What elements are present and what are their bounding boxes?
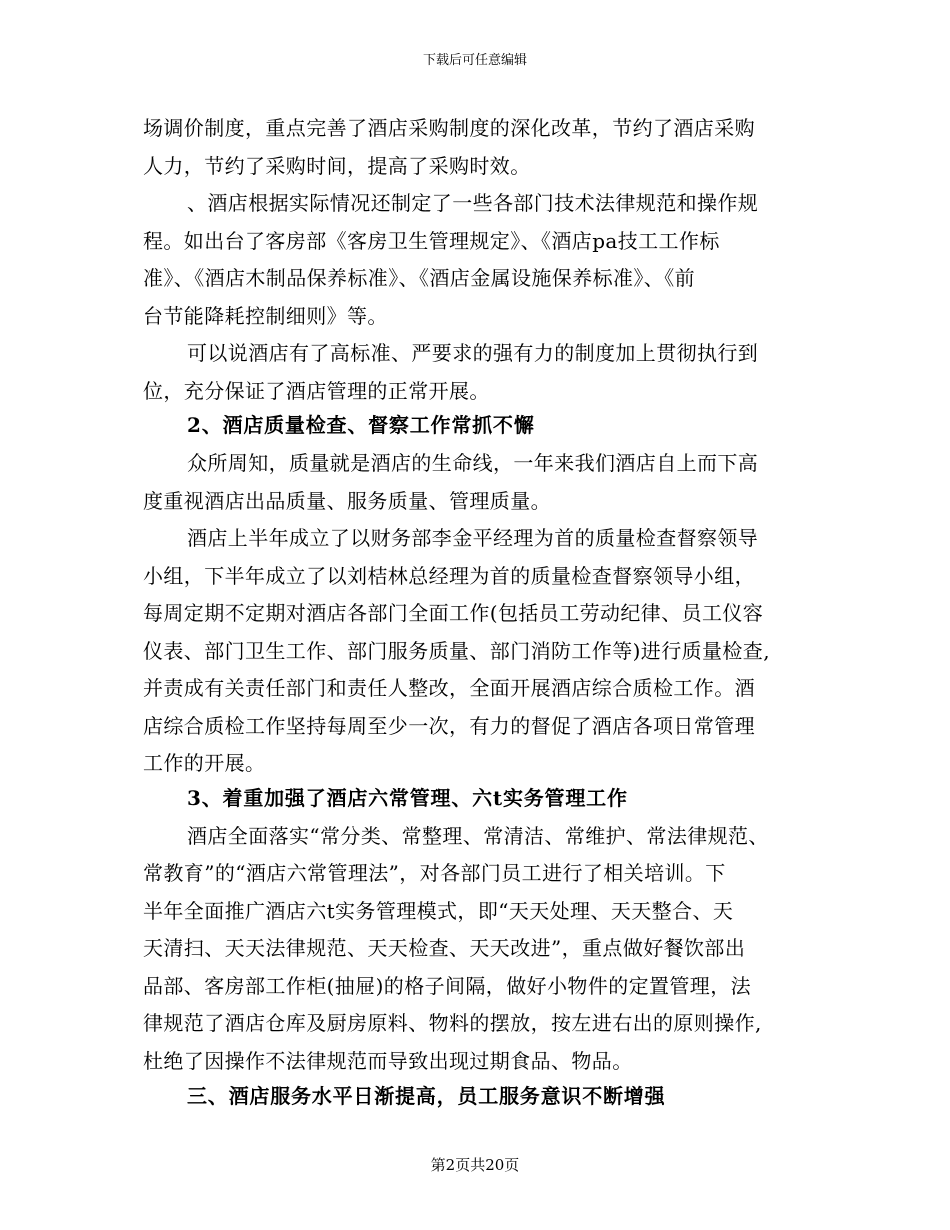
text-line: 仪表、部门卫生工作、部门服务质量、部门消防工作等)进行质量检查,	[143, 639, 770, 663]
text-line: 程。如出台了客房部《客房卫生管理规定》、《酒店pa技工工作标	[143, 229, 720, 253]
text-line: 位，充分保证了酒店管理的正常开展。	[143, 379, 490, 403]
text-line: 小组，下半年成立了以刘桔林总经理为首的质量检查督察领导小组，	[143, 564, 755, 588]
text-line: 每周定期不定期对酒店各部门全面工作(包括员工劳动纪律、员工仪容	[143, 601, 764, 625]
text-line: 可以说酒店有了高标准、严要求的强有力的制度加上贯彻执行到	[187, 341, 759, 365]
text-line: 酒店全面落实“常分类、常整理、常清洁、常维护、常法律规范、	[187, 824, 769, 848]
section-heading: 2、酒店质量检查、督察工作常抓不懈	[187, 413, 535, 437]
text-line: 度重视酒店出品质量、服务质量、管理质量。	[143, 489, 551, 513]
text-line: 店综合质检工作坚持每周至少一次，有力的督促了酒店各项日常管理	[143, 714, 755, 738]
text-line: 人力，节约了采购时间，提高了采购时效。	[143, 154, 531, 178]
text-line: 工作的开展。	[143, 751, 266, 775]
text-line: 场调价制度，重点完善了酒店采购制度的深化改革，节约了酒店采购	[143, 116, 755, 140]
text-line: 、酒店根据实际情况还制定了一些各部门技术法律规范和操作规	[187, 191, 759, 215]
section-heading: 3、着重加强了酒店六常管理、六t实务管理工作	[187, 786, 628, 810]
text-line: 并责成有关责任部门和责任人整改，全面开展酒店综合质检工作。酒	[143, 676, 755, 700]
text-line: 众所周知，质量就是酒店的生命线，一年来我们酒店自上而下高	[187, 451, 759, 475]
text-line: 天清扫、天天法律规范、天天检查、天天改进”，重点做好餐饮部出	[143, 936, 746, 960]
text-line: 准》、《酒店木制品保养标准》、《酒店金属设施保养标准》、《前	[143, 266, 695, 290]
page-header: 下载后可任意编辑	[422, 53, 527, 68]
text-line: 律规范了酒店仓库及厨房原料、物料的摆放，按左进右出的原则操作,	[143, 1011, 762, 1035]
text-line: 台节能降耗控制细则》等。	[143, 304, 388, 328]
text-line: 常教育”的“酒店六常管理法”，对各部门员工进行了相关培训。下	[143, 861, 726, 885]
text-line: 半年全面推广酒店六t实务管理模式，即“天天处理、天天整合、天	[143, 899, 734, 923]
page-footer: 第2页共20页	[430, 1156, 520, 1174]
text-line: 酒店上半年成立了以财务部李金平经理为首的质量检查督察领导	[187, 526, 759, 550]
text-line: 杜绝了因操作不法律规范而导致出现过期食品、物品。	[143, 1049, 633, 1073]
section-heading: 三、酒店服务水平日渐提高，员工服务意识不断增强	[187, 1084, 666, 1108]
text-line: 品部、客房部工作柜(抽屉)的格子间隔，做好小物件的定置管理，法	[143, 974, 752, 998]
